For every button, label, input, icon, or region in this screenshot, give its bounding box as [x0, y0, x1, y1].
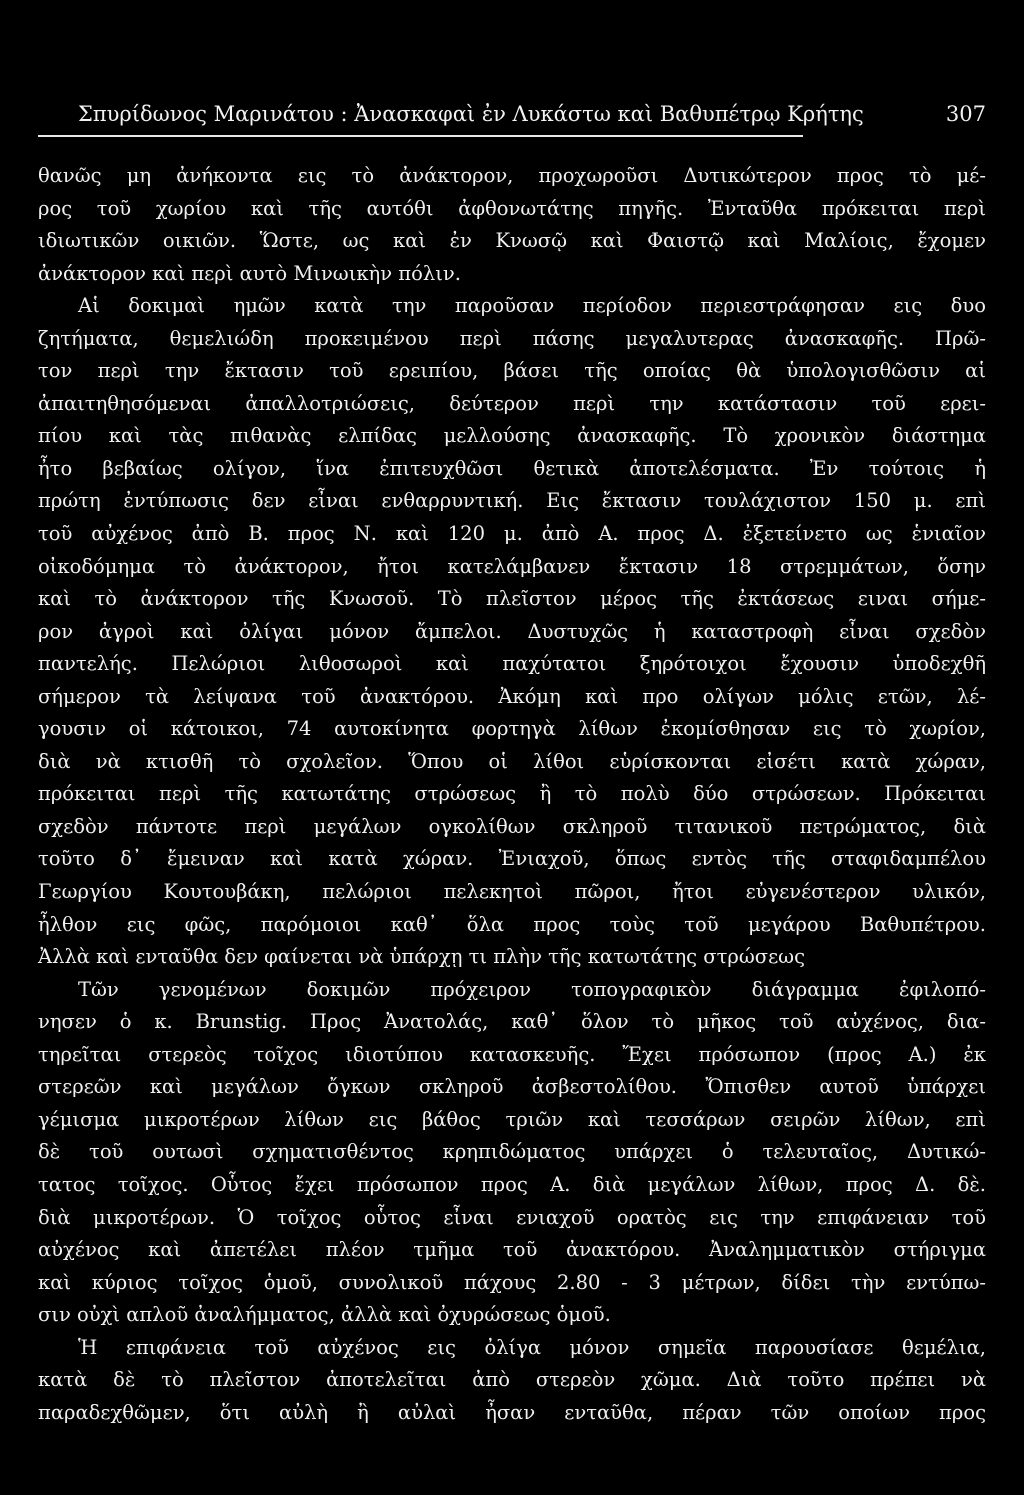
text-line: σχεδὸν πάντοτε περὶ μεγάλων ογκολίθων σκληροῦ τιτανικοῦ πετρώματος, διὰ [38, 814, 986, 838]
text-line: σιν οὐχὶ απλοῦ ἀναλήμματος, ἀλλὰ καὶ ὀχυρώσεως ὁμοῦ. [38, 1303, 611, 1327]
text-line: κατὰ δὲ τὸ πλεῖστον ἀποτελεῖται ἀπὸ στερεὸν χῶμα. Διὰ τοῦτο πρέπει νὰ [38, 1368, 986, 1392]
text-line: γουσιν οἱ κάτοικοι, 74 αυτοκίνητα φορτηγὰ λίθων ἐκομίσθησαν εις τὸ χωρίον, [38, 717, 986, 741]
text-line: ἦλθον εις φῶς, παρόμοιοι καθ᾽ ὅλα προς τοὺς τοῦ μεγάρου Βαθυπέτρου. [38, 912, 986, 936]
text-line: δὲ τοῦ ουτωσὶ σχηματισθέντος κρηπιδώματος υπάρχει ὁ τελευταῖος, Δυτικώ- [38, 1140, 986, 1164]
text-line: πρώτη ἐντύπωσις δεν εἶναι ενθαρρυντική. Εις ἔκτασιν τουλάχιστον 150 μ. επὶ [38, 489, 986, 513]
text-line: τατος τοῖχος. Οὗτος ἔχει πρόσωπον προς Α. διὰ μεγάλων λίθων, προς Δ. δὲ. [38, 1172, 986, 1196]
text-line: στερεῶν καὶ μεγάλων ὄγκων σκληροῦ ἀσβεστολίθου. Ὄπισθεν αυτοῦ ὑπάρχει [38, 1075, 986, 1099]
text-line: διὰ νὰ κτισθῆ τὸ σχολεῖον. Ὅπου οἱ λίθοι εὑρίσκονται εἰσέτι κατὰ χώραν, [38, 749, 986, 773]
text-line: τηρεῖται στερεὸς τοῖχος ιδιοτύπου κατασκευῆς. Ἔχει πρόσωπον (προς Α.) ἐκ [38, 1042, 986, 1066]
text-line: τοῦτο δ᾽ ἔμειναν καὶ κατὰ χώραν. Ἐνιαχοῦ, ὅπως εντὸς τῆς σταφιδαμπέλου [38, 847, 986, 871]
text-line: καὶ κύριος τοῖχος ὁμοῦ, συνολικοῦ πάχους 2.80 - 3 μέτρων, δίδει τὴν εντύπω- [38, 1270, 986, 1294]
text-line: σήμερον τὰ λείψανα τοῦ ἀνακτόρου. Ἀκόμη καὶ προ ολίγων μόλις ετῶν, λέ- [38, 684, 986, 708]
text-line: Ἀλλὰ καὶ ενταῦθα δεν φαίνεται νὰ ὑπάρχῃ τι πλὴν τῆς κατωτάτης στρώσεως [38, 945, 806, 969]
text-line: πίου καὶ τὰς πιθανὰς ελπίδας μελλούσης ἀνασκαφῆς. Τὸ χρονικὸν διάστημα [38, 424, 986, 448]
running-header-title: Σπυρίδωνος Μαρινάτου : Ἀνασκαφαὶ ἐν Λυκάστω καὶ Βαθυπέτρῳ Κρήτης [78, 102, 864, 126]
text-line: νησεν ὁ κ. Brunstig. Προς Ἀνατολάς, καθ᾽ ὅλον τὸ μῆκος τοῦ αὐχένος, δια- [38, 1010, 986, 1034]
text-line: οἰκοδόμημα τὸ ἀνάκτορον, ἤτοι κατελάμβανεν ἔκτασιν 18 στρεμμάτων, ὅσην [38, 554, 986, 578]
text-line: ἀπαιτηθησόμεναι ἀπαλλοτριώσεις, δεύτερον περὶ την κατάστασιν τοῦ ερει- [38, 391, 986, 415]
text-line: διὰ μικροτέρων. Ὁ τοῖχος οὗτος εἶναι ενιαχοῦ ορατὸς εις την επιφάνειαν τοῦ [38, 1205, 986, 1229]
header-rule [38, 135, 803, 137]
text-line: τοῦ αὐχένος ἀπὸ Β. προς Ν. καὶ 120 μ. ἀπὸ Α. προς Δ. ἐξετείνετο ως ἑνιαῖον [38, 522, 986, 546]
text-line: ζητήματα, θεμελιώδη προκειμένου περὶ πάσης μεγαλυτερας ἀνασκαφῆς. Πρῶ- [38, 326, 986, 350]
text-line: παραδεχθῶμεν, ὅτι αὐλὴ ἢ αὐλαὶ ἦσαν ενταῦθα, πέραν τῶν οποίων προς [38, 1400, 986, 1424]
page-number: 307 [945, 102, 986, 126]
text-line: Αἱ δοκιμαὶ ημῶν κατὰ την παροῦσαν περίοδον περιεστράφησαν εις δυο [78, 294, 986, 318]
text-line: ιδιωτικῶν οικιῶν. Ὥστε, ως καὶ ἐν Κνωσῷ καὶ Φαιστῷ καὶ Μαλίοις, ἔχομεν [38, 229, 986, 253]
text-line: πρόκειται περὶ τῆς κατωτάτης στρώσεως ἢ τὸ πολὺ δύο στρώσεων. Πρόκειται [38, 782, 986, 806]
text-line: καὶ τὸ ἀνάκτορον τῆς Κνωσοῦ. Τὸ πλεῖστον μέρος τῆς ἐκτάσεως ειναι σήμε- [38, 587, 986, 611]
text-line: Τῶν γενομένων δοκιμῶν πρόχειρον τοπογραφικὸν διάγραμμα ἐφιλοπό- [78, 977, 986, 1001]
text-line: Γεωργίου Κουτουβάκη, πελώριοι πελεκητοὶ πῶροι, ἤτοι εὐγενέστερον υλικόν, [38, 880, 986, 904]
text-line: Ἡ επιφάνεια τοῦ αὐχένος εις ὀλίγα μόνον σημεῖα παρουσίασε θεμέλια, [78, 1335, 986, 1359]
text-line: ρον ἀγροὶ καὶ ὀλίγαι μόνον ἄμπελοι. Δυστυχῶς ἡ καταστροφὴ εἶναι σχεδὸν [38, 619, 986, 643]
text-line: τον περὶ την ἔκτασιν τοῦ ερειπίου, βάσει τῆς οποίας θὰ ὑπολογισθῶσιν αἱ [38, 359, 986, 383]
text-line: ἦτο βεβαίως ολίγον, ἵνα ἐπιτευχθῶσι θετικὰ ἀποτελέσματα. Ἐν τούτοις ἡ [38, 456, 986, 480]
text-line: θανῶς μη ἀνήκοντα εις τὸ ἀνάκτορον, προχωροῦσι Δυτικώτερον προς τὸ μέ- [38, 164, 986, 187]
text-line: παντελής. Πελώριοι λιθοσωροὶ καὶ παχύτατοι ξηρότοιχοι ἔχουσιν ὑποδεχθῆ [38, 652, 986, 676]
text-line: ἀνάκτορον καὶ περὶ αυτὸ Μινωικὴν πόλιν. [38, 261, 461, 285]
text-line: γέμισμα μικροτέρων λίθων εις βάθος τριῶν καὶ τεσσάρων σειρῶν λίθων, επὶ [38, 1107, 986, 1131]
text-line: ρος τοῦ χωρίου καὶ τῆς αυτόθι ἀφθονωτάτης πηγῆς. Ἐνταῦθα πρόκειται περὶ [38, 196, 986, 220]
body-text [38, 160, 986, 1429]
text-line: αὐχένος καὶ ἀπετέλει πλέον τμῆμα τοῦ ἀνακτόρου. Ἀναλημματικὸν στήριγμα [38, 1238, 986, 1262]
